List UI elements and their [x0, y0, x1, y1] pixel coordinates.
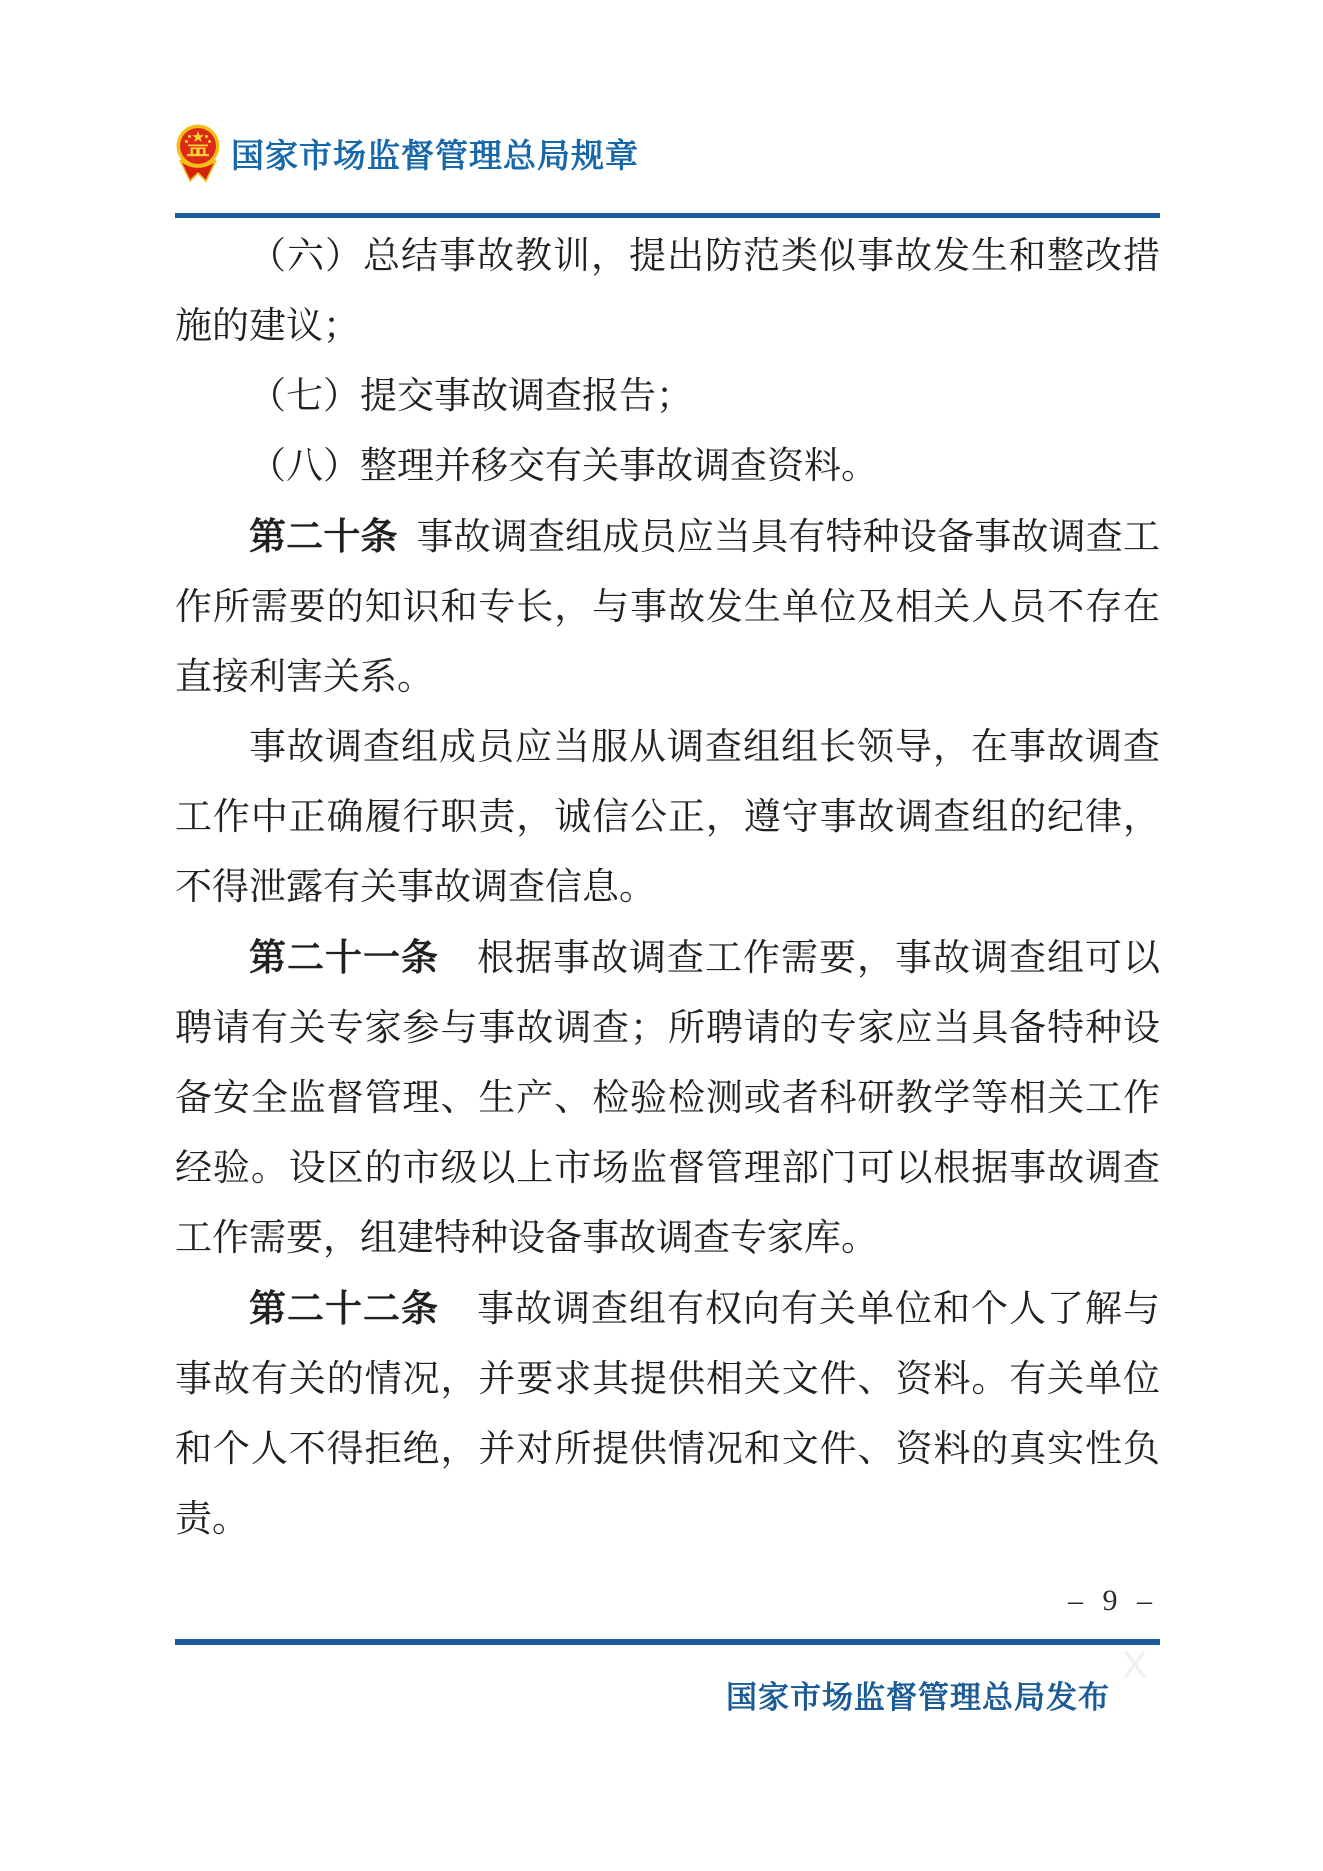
paragraph: [175, 502, 1160, 713]
page-number: – 9 –: [1068, 1584, 1158, 1617]
paragraph: [175, 362, 1160, 432]
paragraph-text: （八）整理并移交有关事故调查资料。: [249, 446, 878, 487]
national-emblem-icon: [175, 123, 221, 183]
paragraph: [175, 923, 1160, 1274]
paragraph-text: （六）总结事故教训，提出防范类似事故发生和整改措施的建议；: [175, 236, 1160, 347]
paragraph: [175, 222, 1160, 362]
paragraph-text: 事故调查组有权向有关单位和个人了解与事故有关的情况，并要求其提供相关文件、资料。有关单位和个人不得拒绝，并对所提供情况和文件、资料的真实性负责。: [175, 1289, 1160, 1540]
paragraph-text: （七）提交事故调查报告；: [249, 376, 693, 417]
article-number: 第二十一条: [249, 937, 439, 978]
document-body: [175, 222, 1160, 1555]
paragraph-text: 根据事故调查工作需要，事故调查组可以聘请有关专家参与事故调查；所聘请的专家应当具备特种设备安全监督管理、生产、检验检测或者科研教学等相关工作经验。设区的市级以上市场监督管理部门可以根据事故调查工作需要，组建特种设备事故调查专家库。: [175, 938, 1160, 1259]
page-header: [175, 122, 1160, 184]
paragraph-text: 事故调查组成员应当具有特种设备事故调查工作所需要的知识和专长，与事故发生单位及相关人员不存在直接利害关系。: [175, 517, 1160, 698]
footer-divider: [175, 1639, 1160, 1645]
header-title: 国家市场监督管理总局规章: [231, 136, 639, 174]
watermark: X: [1122, 1645, 1148, 1687]
header-divider: [175, 213, 1160, 218]
article-number: 第二十二条: [249, 1288, 439, 1329]
publisher-label: 国家市场监督管理总局发布: [726, 1680, 1110, 1715]
article-number: 第二十条: [249, 516, 398, 557]
paragraph: [175, 1274, 1160, 1555]
paragraph-text: 事故调查组成员应当服从调查组组长领导，在事故调查工作中正确履行职责，诚信公正，遵守事故调查组的纪律，不得泄露有关事故调查信息。: [175, 727, 1160, 908]
paragraph: [175, 713, 1160, 923]
paragraph: [175, 432, 1160, 502]
